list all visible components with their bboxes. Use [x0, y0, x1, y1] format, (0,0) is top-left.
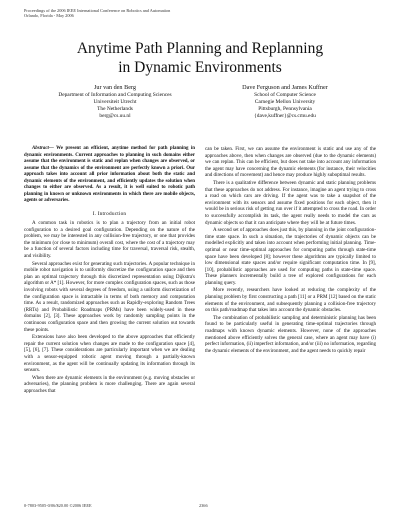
paragraph: A common task in robotics is to plan a trajectory from an initial robot configuration to a desired goal configuration. Depending on the nature of the problem, we may be interested in any collision-free trajectory, or one that provides the minimum (or close to minimum) overall cost, where the cost of a trajectory may be a function of several factors including time for traversal, traversal risk, stealth, and visibility.: [24, 220, 195, 260]
paragraph: When there are dynamic elements in the environment (e.g. moving obstacles or adversaries), the planning problem is more challenging. There are again several approaches that: [24, 374, 195, 394]
author-affiliation: Pittsburgh, Pennsylvania: [258, 106, 312, 113]
author-affiliation: School of Computer Science: [254, 92, 316, 99]
paragraph: Several approaches exist for generating such trajectories. A popular technique in mobile robot navigation is to uniformly discretize the configuration space and then plan an optimal trajectory through this discretized representation using Dijkstra's algorithm or A* [1]. However, for more complex configuration spaces, such as those involving robots with several degrees of freedom, using a uniform discretization of the configuration space is intractable in terms of both memory and computation time. As a result, randomized approaches such as Rapidly-exploring Random Trees (RRTs) and Probabilistic Roadmaps (PRMs) have been widely-used in these domains [2], [3]. These approaches work by randomly sampling points in the continuous configuration space and then growing the current solution out towards these points.: [24, 260, 195, 333]
abstract-text: — We present an efficient, anytime method for path planning in dynamic environments. Current approaches to planning in such domains either assume that the environment is static and replan when changes are observed, or assume that the dynamics of the environment are perfectly known a priori. Our approach takes into account all prior information about both the static and dynamic elements of the environment, and efficiently updates the solution when changes to either are observed. As a result, it is well suited to robotic path planning in known or unknown environments in which there are mobile objects, agents or adversaries.: [24, 146, 195, 203]
title-line-2: in Dynamic Environments: [118, 59, 282, 76]
author-name: Dave Ferguson and James Kuffner: [242, 84, 328, 91]
author-name: Jur van den Berg: [94, 84, 136, 91]
paragraph: can be taken. First, we can assume the environment is static and use any of the approaches above, then when changes are observed (due to the dynamic elements) we can replan. This can be efficient, but does not take into account any information the agent may have concerning the dynamic elements (for instance, their velocities and directions of movement) and hence may produce highly suboptimal results.: [205, 146, 376, 179]
abstract-label: Abstract: [32, 146, 49, 151]
author-affiliation: The Netherlands: [97, 106, 133, 113]
paragraph: There is a qualitative difference between dynamic and static planning problems that these approaches do not address. For instance, imagine an agent trying to cross a road on which cars are driving. If the agent was to take a snapshot of the environment with its sensors and assume fixed positions for each object, then it would be in serious risk of getting run over if it attempted to cross the road. In order to successfully accomplish its task, the agent really needs to model the cars as dynamic objects so that it can anticipate where they will be at future times.: [205, 179, 376, 226]
proceedings-header: [24, 8, 170, 18]
header-line-1: Proceedings of the 2006 IEEE International Conference on Robotics and Automation: [24, 8, 171, 13]
paragraph: A second set of approaches does just this, by planning in the joint configuration-time state space. In such a situation, the trajectories of dynamic objects can be modelled explicitly and taken into account when performing initial planning. Time-optimal or near time-optimal approaches for computing paths through state-time space have been developed [8]; however these algorithms are typically limited to low dimensional state spaces and/or require significant computation time. In [9], [10], probabilistic approaches are used for computing paths in state-time space. These planners incrementally build a tree of explored configurations for each planning query.: [205, 227, 376, 286]
author-right: [200, 84, 370, 120]
header-line-2: Orlando, Florida - May 2006: [24, 13, 74, 19]
abstract: [24, 146, 195, 205]
paragraph: The combination of probabilistic sampling and deterministic planning has been found to be particularly useful in generating time-optimal trajectories through roadmaps with known dynamic elements. However, none of the approaches mentioned above efficiently solves the general case, where an agent may have (i) perfect information, (ii) imperfect information, and/or (iii) no information, regarding the dynamic elements of the environment, and the agent needs to quickly repair: [205, 314, 376, 354]
page-number: 2366: [199, 503, 208, 508]
paragraph: More recently, researchers have looked at reducing the complexity of the planning problem by first constructing a path [11] or a PRM [12] based on the static elements of the environment, and subsequently planning a collision-free trajectory on this path/roadmap that takes into account the dynamic obstacles.: [205, 287, 376, 314]
right-column: [205, 146, 376, 355]
isbn-copyright: 0-7803-9505-0/06/$20.00 ©2006 IEEE: [24, 503, 92, 508]
author-affiliation: Carnegie Mellon University: [254, 99, 316, 106]
title-line-1: Anytime Path Planning and Replanning: [76, 40, 324, 57]
left-column: [24, 146, 195, 396]
author-left: [30, 84, 200, 120]
author-email: {dave,kuffner}@cs.cmu.edu: [254, 113, 316, 120]
author-affiliation: Department of Information and Computing Sciences: [58, 92, 172, 99]
author-affiliation: Universiteit Utrecht: [93, 99, 137, 106]
paragraph: Extensions have also been developed to the above approaches that efficiently repair the current solution when changes are made to the configuration space [4], [5], [6], [7]. These considerations are particularly important when we are dealing with a sensor-equipped robotic agent moving through a partially-known environment, as the agent will be continually updating its information through its sensors.: [24, 334, 195, 374]
author-email: berg@cs.uu.nl: [99, 113, 131, 120]
paper-title: [0, 39, 400, 77]
section-heading: I. Introduction: [92, 210, 127, 217]
